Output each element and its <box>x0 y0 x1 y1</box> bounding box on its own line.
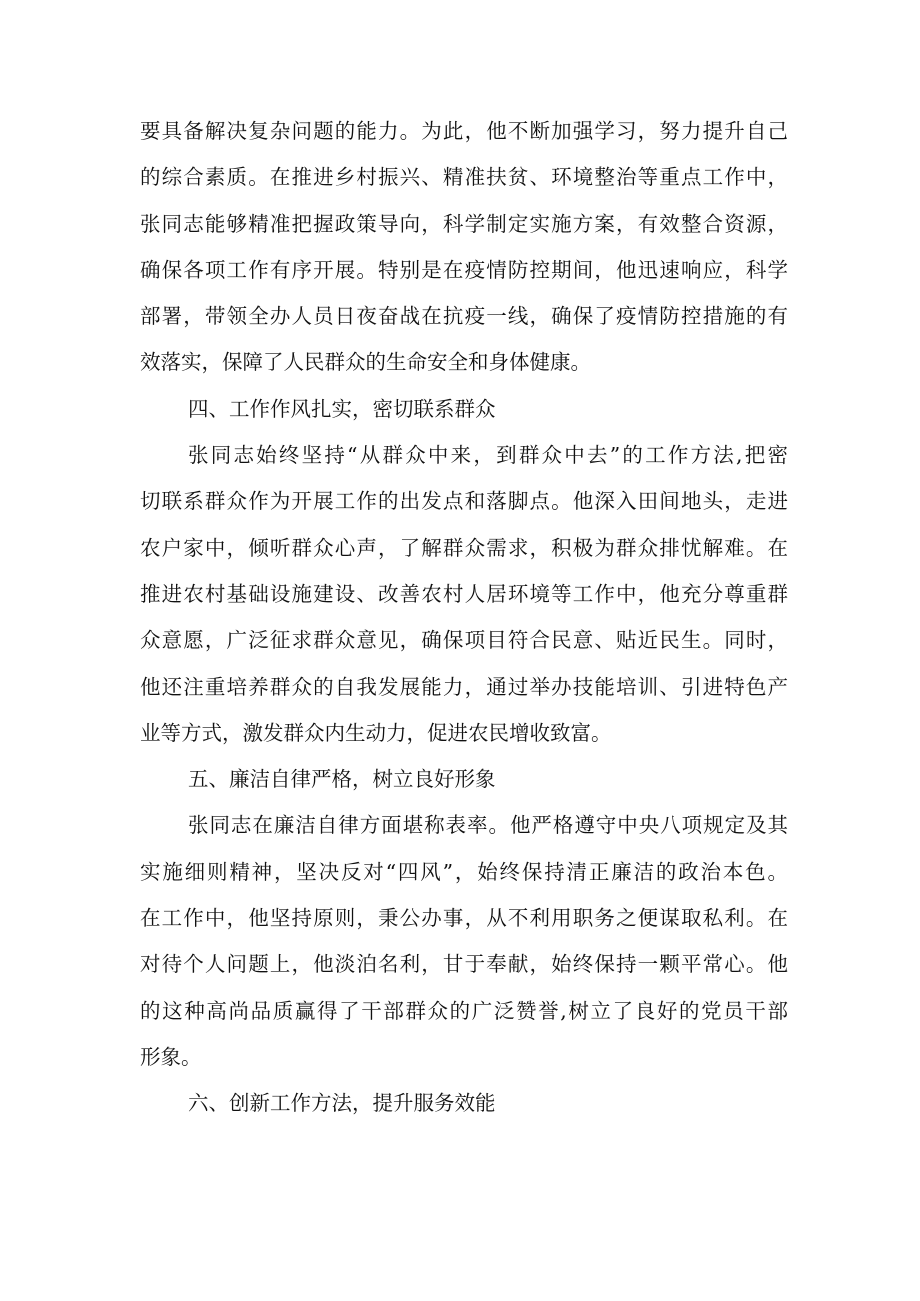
text-line: 张同志在廉洁自律方面堪称表率。他严格遵守中央八项规定及其 <box>188 813 788 838</box>
body-paragraph <box>140 432 788 756</box>
body-paragraph <box>140 108 788 386</box>
text-line: 众意愿，广泛征求群众意见，确保项目符合民意、贴近民生。同时， <box>140 628 788 653</box>
text-line: 他还注重培养群众的自我发展能力，通过举办技能培训、引进特色产 <box>140 674 788 699</box>
text-line: 的这种高尚品质赢得了干部群众的广泛赞誉,树立了良好的党员干部 <box>140 998 788 1023</box>
text-line: 推进农村基础设施建设、改善农村人居环境等工作中，他充分尊重群 <box>140 581 788 606</box>
text-line: 的综合素质。在推进乡村振兴、精准扶贫、环境整治等重点工作中， <box>140 165 788 190</box>
text-line: 张同志始终坚持“从群众中来，到群众中去”的工作方法,把密 <box>188 443 788 468</box>
text-line: 在工作中，他坚持原则，秉公办事，从不利用职务之便谋取私利。在 <box>140 906 788 931</box>
body-paragraph <box>140 802 788 1080</box>
text-line: 张同志能够精准把握政策导向，科学制定实施方案，有效整合资源， <box>140 211 788 236</box>
section-heading: 四、工作作风扎实，密切联系群众 <box>188 396 496 421</box>
text-line: 切联系群众作为开展工作的出发点和落脚点。他深入田间地头，走进 <box>140 489 788 514</box>
text-line: 部署，带领全办人员日夜奋战在抗疫一线，确保了疫情防控措施的有 <box>140 304 788 329</box>
text-line: 效落实，保障了人民群众的生命安全和身体健康。 <box>140 350 591 375</box>
text-line: 形象。 <box>140 1044 202 1069</box>
text-line: 确保各项工作有序开展。特别是在疫情防控期间，他迅速响应，科学 <box>140 257 788 282</box>
text-line: 对待个人问题上，他淡泊名利，甘于奉献，始终保持一颗平常心。他 <box>140 952 788 977</box>
text-line: 业等方式，激发群众内生动力，促进农民增收致富。 <box>140 720 612 745</box>
document-text <box>140 108 788 1127</box>
text-line: 实施细则精神，坚决反对“四风”，始终保持清正廉洁的政治本色。 <box>140 859 788 884</box>
section-heading: 五、廉洁自律严格，树立良好形象 <box>188 767 496 792</box>
section-heading: 六、创新工作方法，提升服务效能 <box>188 1091 496 1116</box>
text-line: 农户家中，倾听群众心声，了解群众需求，积极为群众排忧解难。在 <box>140 535 788 560</box>
text-line: 要具备解决复杂问题的能力。为此，他不断加强学习，努力提升自己 <box>140 119 788 143</box>
